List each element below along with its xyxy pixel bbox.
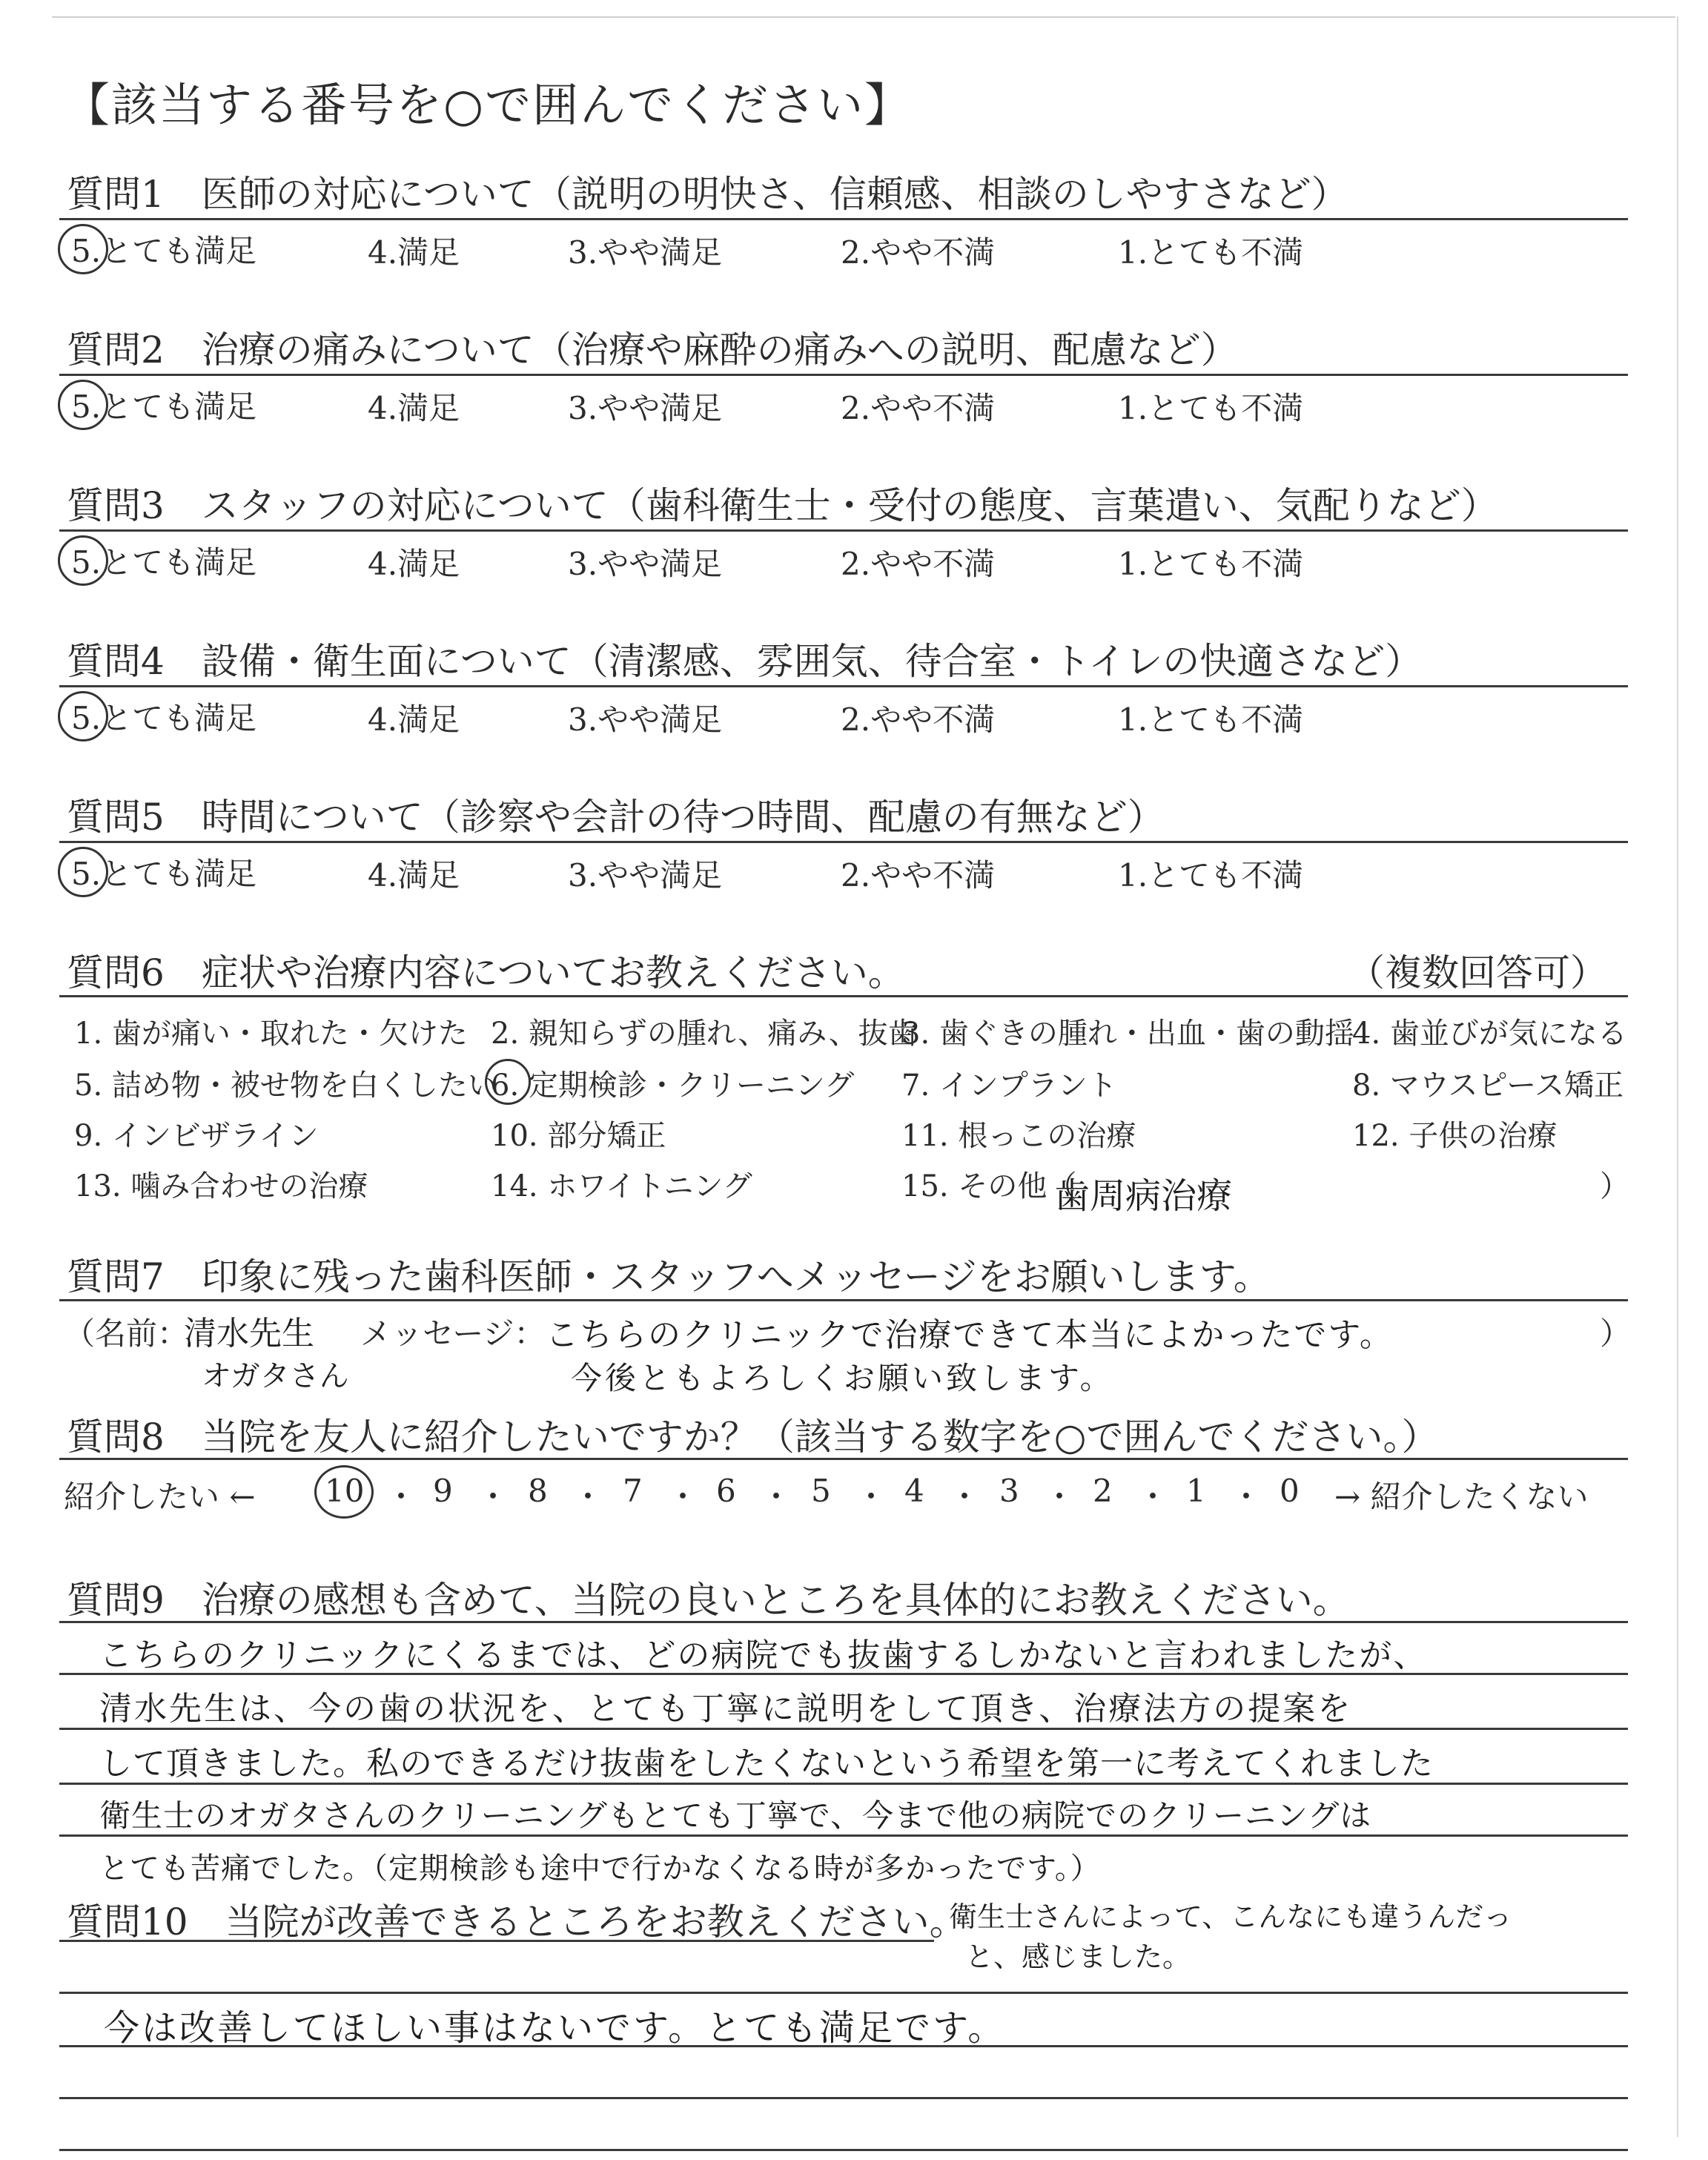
question-10-rule-2 xyxy=(59,1992,1628,1994)
question-4-rule xyxy=(59,685,1628,687)
q9-answer-line-4[interactable]: 衛生士のオガタさんのクリーニングもとても丁寧で、今まで他の病院でのクリーニングは xyxy=(99,1797,1372,1834)
form-header: 【該当する番号を○で囲んでください】 xyxy=(64,78,913,132)
q9-answer-line-3[interactable]: して頂きました。私のできるだけ抜歯をしたくないという希望を第一に考えてくれました xyxy=(99,1745,1434,1783)
q6-item-15[interactable]: 15. その他（ xyxy=(901,1169,1077,1203)
q6-item-3[interactable]: 3. 歯ぐきの腫れ・出血・歯の動揺 xyxy=(901,1017,1354,1051)
q6-item-6[interactable]: 6. 定期検診・クリーニング xyxy=(491,1069,855,1103)
question-5-rule xyxy=(59,841,1628,843)
question-10-title: 質問10 当院が改善できるところをお教えください。 xyxy=(67,1900,967,1943)
q9-overflow-line-1[interactable]: 衛生士さんによって、こんなにも違うんだっ xyxy=(949,1900,1512,1933)
q6-item-7[interactable]: 7. インプラント xyxy=(901,1069,1117,1103)
q6-item-11[interactable]: 11. 根っこの治療 xyxy=(901,1119,1136,1153)
question-10-rule-5 xyxy=(59,2149,1628,2151)
q8-separator: ・ xyxy=(949,1479,981,1515)
q8-separator: ・ xyxy=(1231,1479,1262,1515)
q8-number-4[interactable]: 4 xyxy=(904,1473,924,1509)
question-7-title: 質問7 印象に残った歯科医師・スタッフへメッセージをお願いします。 xyxy=(67,1255,1271,1298)
q6-other-text[interactable]: 歯周病治療 xyxy=(1054,1175,1233,1217)
q8-number-8[interactable]: 8 xyxy=(528,1473,548,1509)
q7-close-paren: ） xyxy=(1600,1315,1632,1352)
q6-item-9[interactable]: 9. インビザライン xyxy=(74,1119,319,1153)
page-right-border xyxy=(1677,16,1678,2137)
q8-right-label: → 紹介したくない xyxy=(1334,1479,1589,1515)
question-2-title: 質問2 治療の痛みについて（治療や麻酔の痛みへの説明、配慮など） xyxy=(67,328,1238,371)
question-2-option-4[interactable]: 4.満足 xyxy=(368,390,460,426)
question-1-option-3[interactable]: 3.やや満足 xyxy=(568,234,723,271)
q7-name-label: （名前： xyxy=(64,1315,189,1352)
question-1-option-5[interactable]: 5.とても満足 xyxy=(71,233,257,269)
question-4-option-1[interactable]: 1.とても不満 xyxy=(1118,701,1304,738)
q6-item-12[interactable]: 12. 子供の治療 xyxy=(1352,1119,1558,1153)
q8-separator: ・ xyxy=(855,1479,887,1515)
question-1-option-1[interactable]: 1.とても不満 xyxy=(1118,234,1304,271)
question-2-rule xyxy=(59,374,1628,376)
question-10-rule-1a xyxy=(59,1940,934,1942)
q6-item-1[interactable]: 1. 歯が痛い・取れた・欠けた xyxy=(74,1017,468,1051)
question-5-option-1[interactable]: 1.とても不満 xyxy=(1118,857,1304,894)
q7-message-label: メッセージ： xyxy=(360,1315,546,1352)
q10-answer[interactable]: 今は改善してほしい事はないです。とても満足です。 xyxy=(104,2007,1006,2049)
question-3-option-1[interactable]: 1.とても不満 xyxy=(1118,546,1304,582)
question-7-rule xyxy=(59,1299,1628,1301)
question-5-option-5[interactable]: 5.とても満足 xyxy=(71,856,257,892)
q6-item-10[interactable]: 10. 部分矯正 xyxy=(491,1119,666,1153)
question-10-rule-3 xyxy=(59,2045,1628,2047)
question-4-option-5[interactable]: 5.とても満足 xyxy=(71,700,257,736)
q8-separator: ・ xyxy=(761,1479,792,1515)
question-4-option-2[interactable]: 2.やや不満 xyxy=(841,701,996,738)
q6-item-8[interactable]: 8. マウスピース矯正 xyxy=(1352,1069,1624,1103)
q9-answer-line-2[interactable]: 清水先生は、今の歯の状況を、とても丁寧に説明をして頂き、治療法方の提案を xyxy=(99,1690,1353,1728)
q8-number-6[interactable]: 6 xyxy=(716,1473,736,1509)
q9-answer-line-1[interactable]: こちらのクリニックにくるまでは、どの病院でも抜歯するしかないと言われましたが、 xyxy=(99,1636,1428,1674)
question-3-option-5[interactable]: 5.とても満足 xyxy=(71,544,257,581)
q6-item-13[interactable]: 13. 噛み合わせの治療 xyxy=(74,1169,368,1203)
q7-message-line-2[interactable]: 今後ともよろしくお願い致します。 xyxy=(571,1360,1114,1396)
question-3-option-2[interactable]: 2.やや不満 xyxy=(841,546,996,582)
q9-overflow-line-2[interactable]: と、感じました。 xyxy=(965,1941,1191,1973)
question-3-option-4[interactable]: 4.満足 xyxy=(368,546,460,582)
q8-separator: ・ xyxy=(1044,1479,1076,1515)
question-1-option-4[interactable]: 4.満足 xyxy=(368,234,460,271)
question-2-option-1[interactable]: 1.とても不満 xyxy=(1118,390,1304,426)
question-8-rule xyxy=(59,1458,1628,1460)
q8-number-0[interactable]: 0 xyxy=(1280,1473,1300,1509)
question-6-rule xyxy=(59,995,1628,997)
question-1-rule xyxy=(59,218,1628,220)
q6-item-4[interactable]: 4. 歯並びが気になる xyxy=(1352,1017,1627,1051)
question-1-option-2[interactable]: 2.やや不満 xyxy=(841,234,996,271)
question-2-option-5[interactable]: 5.とても満足 xyxy=(71,389,257,425)
question-5-option-2[interactable]: 2.やや不満 xyxy=(841,857,996,894)
q6-item-14[interactable]: 14. ホワイトニング xyxy=(491,1169,752,1203)
q7-message-line-1[interactable]: こちらのクリニックで治療できて本当によかったです。 xyxy=(546,1316,1394,1354)
question-2-option-3[interactable]: 3.やや満足 xyxy=(568,390,723,426)
q8-separator: ・ xyxy=(1137,1479,1169,1515)
q8-number-2[interactable]: 2 xyxy=(1093,1473,1113,1509)
q8-number-9[interactable]: 9 xyxy=(433,1473,453,1509)
question-3-rule xyxy=(59,529,1628,532)
q6-item-5[interactable]: 5. 詰め物・被せ物を白くしたい xyxy=(74,1069,497,1103)
q8-number-1[interactable]: 1 xyxy=(1186,1473,1206,1509)
q7-name-line-1[interactable]: 清水先生 xyxy=(184,1315,314,1353)
question-5-option-4[interactable]: 4.満足 xyxy=(368,857,460,894)
question-3-title: 質問3 スタッフの対応について（歯科衛生士・受付の態度、言葉遣い、気配りなど） xyxy=(67,484,1498,527)
q7-name-line-2[interactable]: オガタさん xyxy=(202,1359,349,1393)
question-8-title: 質問8 当院を友人に紹介したいですか？（該当する数字を○で囲んでください。） xyxy=(67,1416,1439,1459)
question-4-option-4[interactable]: 4.満足 xyxy=(368,701,460,738)
question-9-rule-1 xyxy=(59,1621,1628,1623)
question-2-option-2[interactable]: 2.やや不満 xyxy=(841,390,996,426)
q8-number-5[interactable]: 5 xyxy=(811,1473,831,1509)
q6-other-close-paren: ） xyxy=(1600,1169,1629,1203)
question-1-title: 質問1 医師の対応について（説明の明快さ、信頼感、相談のしやすさなど） xyxy=(67,173,1348,216)
q8-separator: ・ xyxy=(477,1479,509,1515)
q8-number-10[interactable]: 10 xyxy=(325,1473,365,1509)
q8-separator: ・ xyxy=(667,1479,699,1515)
q8-separator: ・ xyxy=(572,1479,604,1515)
q9-answer-line-5[interactable]: とても苦痛でした。（定期検診も途中で行かなくなる時が多かったです。） xyxy=(99,1852,1101,1886)
question-3-option-3[interactable]: 3.やや満足 xyxy=(568,546,723,582)
question-6-title: 質問6 症状や治療内容についてお教えください。 xyxy=(67,951,905,994)
question-5-title: 質問5 時間について（診察や会計の待つ時間、配慮の有無など） xyxy=(67,796,1165,839)
question-6-note: （複数回答可） xyxy=(1348,951,1607,994)
question-9-title: 質問9 治療の感想も含めて、当院の良いところを具体的にお教えください。 xyxy=(67,1579,1350,1622)
question-4-title: 質問4 設備・衛生面について（清潔感、雰囲気、待合室・トイレの快適さなど） xyxy=(67,640,1423,683)
q8-left-label: 紹介したい ← xyxy=(64,1479,256,1515)
question-5-option-3[interactable]: 3.やや満足 xyxy=(568,857,723,894)
question-10-rule-4 xyxy=(59,2097,1628,2099)
q8-number-3[interactable]: 3 xyxy=(999,1473,1019,1509)
q8-separator: ・ xyxy=(385,1479,417,1515)
q8-number-7[interactable]: 7 xyxy=(623,1473,643,1509)
page-top-border xyxy=(52,16,1675,18)
question-4-option-3[interactable]: 3.やや満足 xyxy=(568,701,723,738)
q6-item-2[interactable]: 2. 親知らずの腫れ、痛み、抜歯 xyxy=(491,1017,918,1051)
